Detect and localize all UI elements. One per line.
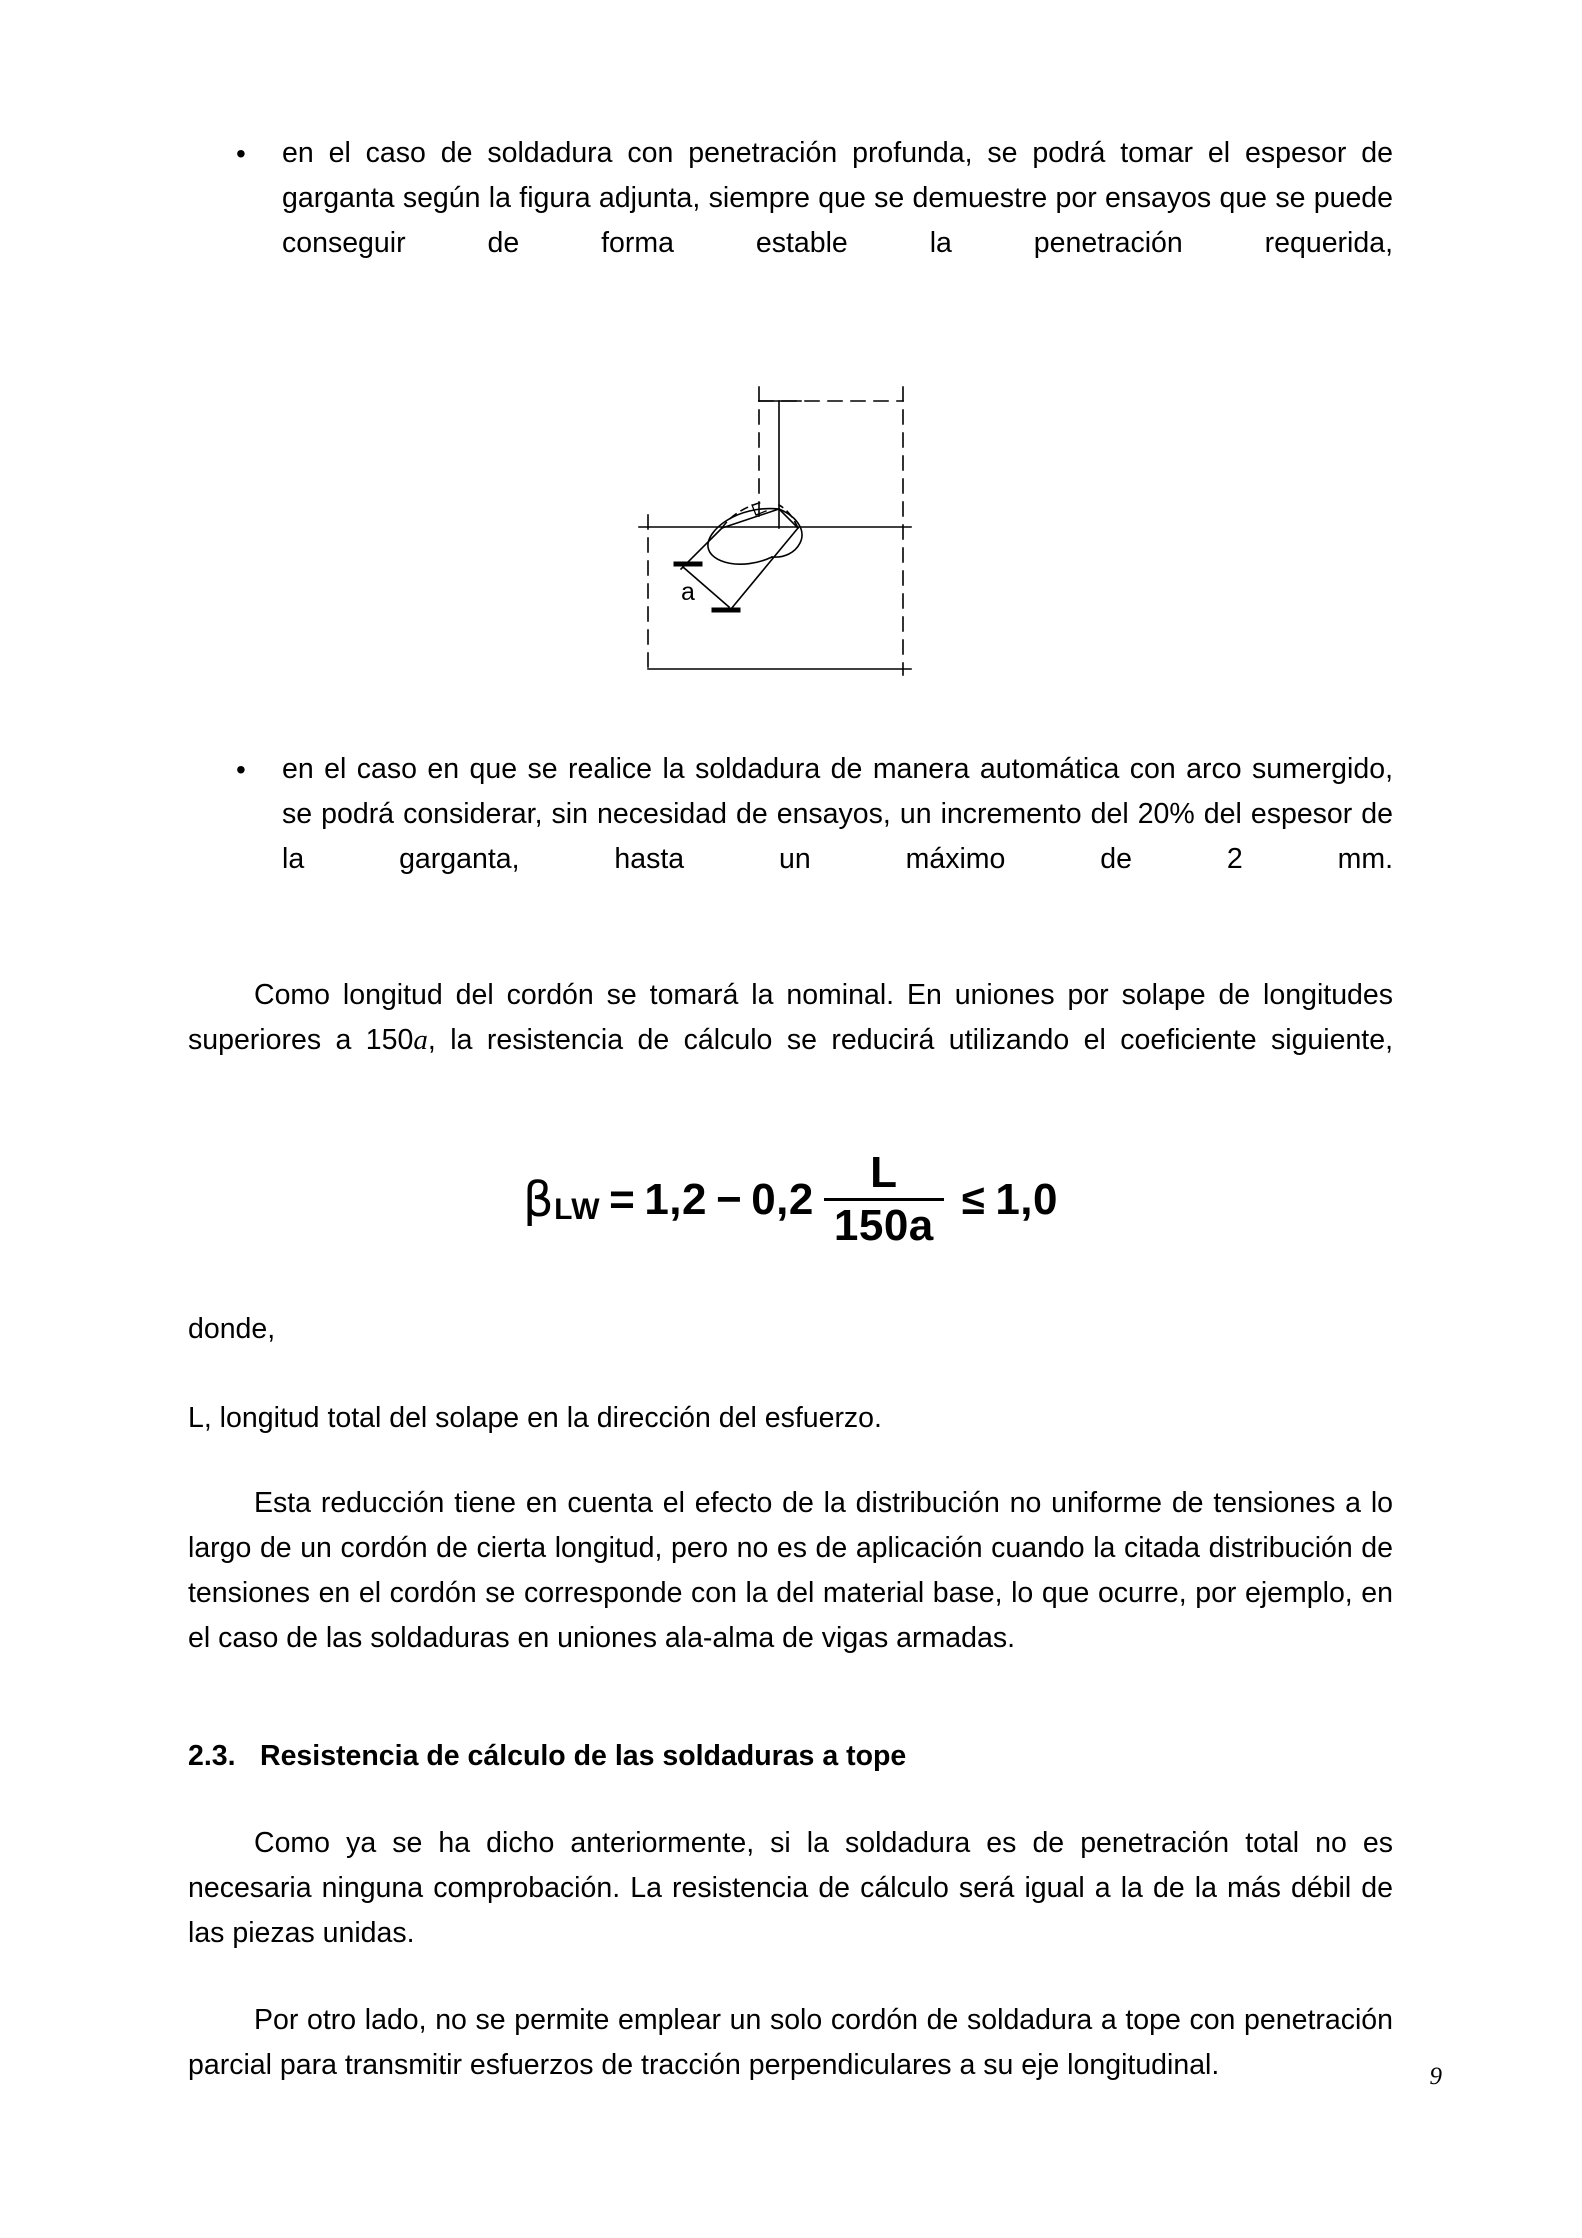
paragraph-tope-total: Como ya se ha dicho anteriormente, si la soldadura es de penetración total no es necesaria ninguna comprobación. La resistencia de cálculo será igual a la de la más débil de las piezas unidas. (188, 1827, 1393, 1950)
beta-subscript: LW (554, 1192, 601, 1226)
spacer-before-formula (188, 1108, 1393, 1150)
paragraph-tope-parcial: Por otro lado, no se permite emplear un solo cordón de soldadura a tope con penetración parcial para transmitir esfuerzos de tracción perpendiculares a su eje longitudinal. (188, 2004, 1393, 2082)
equals-sign: = (609, 1174, 636, 1224)
page-number: 9 (1429, 2063, 1442, 2090)
page-content (188, 0, 1393, 2088)
bullet-list-second (188, 747, 1393, 927)
definition-L: L, longitud total del solape en la dirección del esfuerzo. (188, 1402, 882, 1435)
paragraph-longitud-part1: Como longitud del cordón se tomará la nominal. En uniones por solape de longitudes superiores a 150 (188, 979, 1393, 1056)
bullet-list-first (188, 131, 1393, 311)
beta-symbol: β (522, 1171, 555, 1228)
weld-bead-outer-arc (707, 509, 778, 565)
fraction-denominator: 150a (833, 1201, 934, 1251)
formula-block (188, 1150, 1393, 1249)
spacer-after-figure (188, 681, 1393, 747)
formula-coefficient: 1,2 (644, 1174, 707, 1224)
spacer-top (188, 0, 1393, 131)
paragraph-longitud-part2: , la resistencia de cálculo se reducirá utilizando el coeficiente siguiente, (427, 1024, 1393, 1056)
weld-penetration-diagram (626, 381, 956, 681)
formula-limit: 1,0 (995, 1174, 1058, 1224)
fraction-numerator: L (870, 1148, 898, 1197)
list-item-text: en el caso de soldadura con penetración profunda, se podrá tomar el espesor de garganta según la figura adjunta, siempre que se demuestre por ensayos que se puede conseguir de forma estable la penetración requerida, (282, 137, 1393, 259)
list-item (188, 747, 1393, 927)
throat-label-a: a (680, 578, 695, 606)
section-number: 2.3. (188, 1740, 236, 1773)
beta-lw-formula (523, 1150, 1058, 1249)
spacer-before-reduccion (188, 1441, 1393, 1481)
italic-variable-a: a (413, 1024, 428, 1056)
spacer-before-figure (188, 311, 1393, 381)
section-heading-2-3 (188, 1735, 1393, 1777)
formula-factor: 0,2 (751, 1174, 814, 1224)
spacer-between-tope-paragraphs (188, 1956, 1393, 1998)
spacer-before-heading (188, 1661, 1393, 1735)
list-item (188, 131, 1393, 311)
donde-label: donde, (188, 1313, 276, 1346)
weld-figure (188, 381, 1393, 681)
less-or-equal-sign: ≤ (961, 1175, 986, 1223)
section-title: Resistencia de cálculo de las soldaduras a tope (260, 1740, 907, 1773)
list-item-text: en el caso en que se realice la soldadura de manera automática con arco sumergido, se podrá considerar, sin necesidad de ensayos, un incremento del 20% del espesor de la garganta, hasta un máximo de 2 mm. (282, 753, 1393, 875)
spacer-after-heading (188, 1777, 1393, 1821)
paragraph-esta-reduccion: Esta reducción tiene en cuenta el efecto de la distribución no uniforme de tensiones a lo largo de un cordón de cierta longitud, pero no es de aplicación cuando la citada distribución de tensiones en el cordón se corresponde con la del material base, lo que ocurre, por ejemplo, en el caso de las soldaduras en uniones ala-alma de vigas armadas. (188, 1487, 1393, 1655)
minus-sign: − (716, 1174, 743, 1224)
spacer-before-cordon (188, 927, 1393, 973)
dimension-leader-right (731, 528, 798, 609)
spacer-before-donde (188, 1249, 1393, 1307)
fraction-L-over-150a (824, 1150, 944, 1249)
spacer-before-definition (188, 1352, 1393, 1396)
paragraph-longitud-cordon (188, 973, 1393, 1108)
bullet-marker-icon: • (236, 754, 246, 785)
bullet-marker-icon: • (236, 138, 246, 169)
